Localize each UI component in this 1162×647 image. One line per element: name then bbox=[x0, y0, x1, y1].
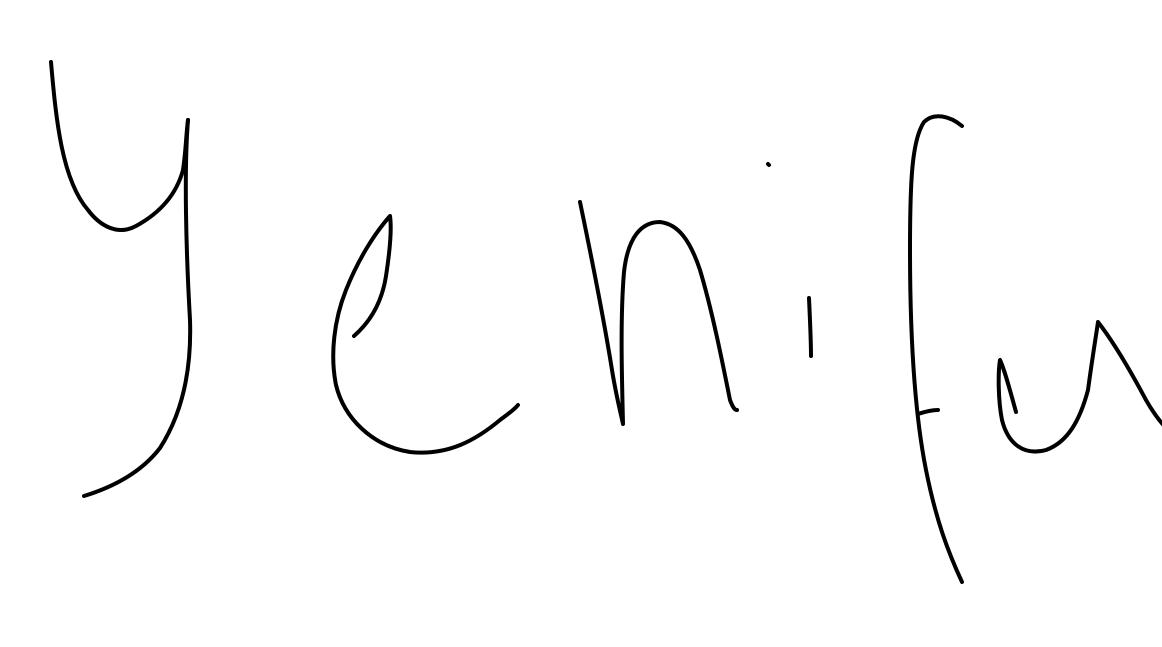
stroke-f-crossbar bbox=[918, 410, 938, 414]
stroke-y-stem bbox=[84, 120, 190, 496]
stroke-y-left-arm bbox=[51, 62, 188, 230]
stroke-i-stem bbox=[809, 298, 811, 356]
stroke-f-main bbox=[910, 116, 962, 582]
stroke-u bbox=[999, 322, 1162, 452]
stroke-i-dot bbox=[768, 164, 769, 165]
stroke-e bbox=[333, 216, 518, 453]
stroke-n bbox=[580, 202, 737, 424]
ink-strokes bbox=[51, 62, 1162, 582]
